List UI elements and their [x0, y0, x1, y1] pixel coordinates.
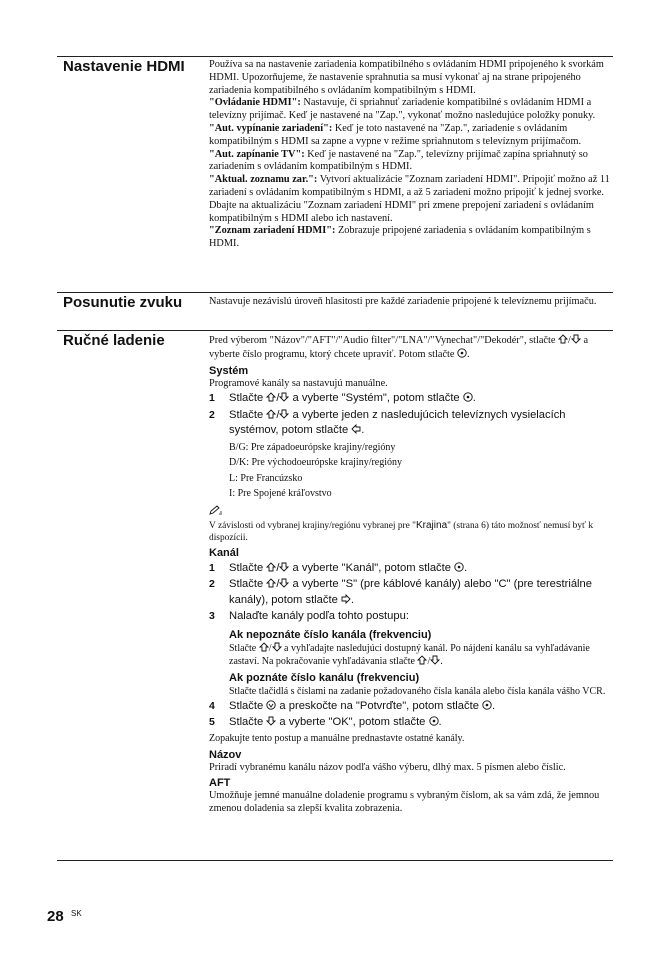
up-down-arrow-icon [558, 334, 568, 344]
left-arrow-icon [351, 424, 361, 434]
section-body [209, 296, 613, 309]
down-arrow-icon [430, 655, 440, 665]
section-title: Nastavenie HDMI [63, 58, 185, 75]
subheading-aft: AFT [209, 777, 231, 790]
note-text: V závislosti od vybranej krajiny/regiónu vybranej pre "Krajina" (strana 6) táto možnosť nemusí byť k dispozícii. [209, 519, 594, 543]
case-text: Stlačte / a vyhľadajte nasledujúci dostupný kanál. Po nájdení kanálu sa vyhľadávanie zastaví. Na pokračovanie vyhľadávania stlačte / . [229, 642, 590, 667]
step: 1 Stlačte / a vyberte "Kanál", potom stlačte . [209, 561, 468, 574]
subheading-name: Názov [209, 748, 242, 761]
bottom-rule [57, 860, 613, 861]
hdmi-item: "Zoznam zariadení HDMI": Zobrazuje pripojené zariadenia s ovládaním kompatibilným s HDMI. [209, 225, 591, 250]
tuning-intro: Pred výberom "Názov"/"AFT"/"Audio filter"/"LNA"/"Vynechat"/"Dekodér", stlačte / a vyberte číslo programu, ktorý chcete upraviť. Potom stlačte . [209, 335, 589, 360]
up-arrow-icon [259, 642, 269, 652]
sound-text: Nastavuje nezávislú úroveň hlasitosti pre každé zariadenie pripojené k televíznemu prijímaču. [209, 296, 597, 307]
hdmi-item: "Aktual. zoznamu zar.": Vytvorí aktualizácie "Zoznam zariadení HDMI". Pripojiť možno až 11 zariadení s ovládaním kompatibilným s HDMI, a až 5 zariadení možno pripojiť k jednej svorke. Dbajte na aktualizáciu "Zoznam zariadení HDMI" pri zmene prepojení zariadení s ovládaním kompatibilným s HDMI alebo ich nastavení. [209, 174, 610, 224]
system-option: B/G: Pre západoeurópske krajiny/regióny [229, 441, 396, 453]
hdmi-item: "Aut. vypínanie zariadení": Keď je toto nastavené na "Zap.", zariadenie s ovládaním kompatibilným s HDMI sa zapne a vypne v režime spriahnutom s televíznym prijímačom. [209, 122, 582, 147]
down-arrow-icon [571, 334, 581, 344]
hdmi-item: "Ovládanie HDMI": Nastavuje, či spriahnuť zariadenie kompatibilné s ovládaním HDMI a televízny prijímač. Keď je nastavené na "Zap.", vykonať možno nasledujúce položky ponuky. [209, 97, 596, 122]
hdmi-item: "Aut. zapínanie TV": Keď je nastavené na "Zap.", televízny prijímač zapína spriahnutý so zariadením s ovládaním kompatibilným s HDMI. [209, 148, 588, 173]
case-heading: Ak poznáte číslo kanálu (frekvenciu) [229, 671, 420, 684]
hdmi-intro: Používa sa na nastavenie zariadenia kompatibilného s ovládaním HDMI pripojeného k svorkám HDMI. Upozorňujeme, že nastavenie sprahnutia sa musí vykonať aj na strane pripojeného zariadenia kompatibilného s ovládaním kompatibilným s HDMI. [209, 59, 604, 96]
repeat-text: Zopakujte tento postup a manuálne prednastavte ostatné kanály. [209, 732, 465, 744]
down-arrow-icon [279, 578, 289, 588]
aft-text: Umožňuje jemné manuálne doladenie programu s vybraným číslom, ak sa vám zdá, že jemnou zmenou doladenia sa zlepší kvalita zobrazenia. [209, 790, 600, 815]
section-title: Posunutie zvuku [63, 294, 183, 311]
down-button-icon [266, 700, 276, 710]
up-arrow-icon [266, 409, 276, 419]
system-text: Programové kanály sa nastavujú manuálne. [209, 377, 388, 389]
enter-button-icon [482, 700, 492, 710]
subheading-system: Systém [209, 364, 249, 377]
step: 2 Stlačte / a vyberte "S" (pre káblové kanály) alebo "C" (pre terestriálne kanály), potom stlačte . [209, 578, 592, 606]
enter-button-icon [429, 716, 439, 726]
system-option: D/K: Pre východoeurópske krajiny/regióny [229, 457, 403, 469]
right-arrow-icon [341, 594, 351, 604]
system-option: L: Pre Francúzsko [229, 472, 303, 484]
page-number: 28 [47, 908, 64, 925]
section-body [209, 59, 613, 251]
down-arrow-icon [279, 392, 289, 402]
enter-button-icon [463, 392, 473, 402]
section-title: Ručné ladenie [63, 332, 165, 349]
subheading-channel: Kanál [209, 546, 239, 559]
note-block [209, 505, 613, 544]
page-language: SK [71, 909, 82, 918]
case-heading: Ak nepoznáte číslo kanála (frekvenciu) [229, 628, 432, 641]
down-arrow-icon [279, 562, 289, 572]
section-sound-offset [57, 292, 613, 331]
section-hdmi [57, 56, 613, 293]
step: 1 Stlačte / a vyberte "Systém", potom stlačte . [209, 392, 476, 405]
down-arrow-icon [272, 642, 282, 652]
system-option: I: Pre Spojené kráľovstvo [229, 488, 332, 500]
section-body [209, 334, 613, 816]
section-manual-tuning [57, 330, 613, 861]
enter-button-icon [457, 348, 467, 358]
down-arrow-icon [279, 409, 289, 419]
up-arrow-icon [417, 655, 427, 665]
up-arrow-icon [266, 392, 276, 402]
up-arrow-icon [266, 578, 276, 588]
name-text: Priradí vybranému kanálu názov podľa vášho výberu, dlhý max. 5 písmen alebo číslic. [209, 761, 566, 773]
step: 2 Stlačte / a vyberte jeden z nasledujúcich televíznych vysielacích systémov, potom stlačte . [209, 408, 566, 437]
pencil-note-icon [209, 505, 223, 515]
step: 4 Stlačte a preskočte na "Potvrďte", potom stlačte . [209, 699, 496, 712]
step: 3 Nalaďte kanály podľa tohto postupu: [209, 610, 409, 623]
down-arrow-icon [266, 716, 276, 726]
up-arrow-icon [266, 562, 276, 572]
case-text: Stlačte tlačidlá s číslami na zadanie požadovaného čísla kanála alebo čísla kanála vášho VCR. [229, 685, 606, 697]
step: 5 Stlačte a vyberte "OK", potom stlačte . [209, 716, 442, 729]
enter-button-icon [454, 562, 464, 572]
